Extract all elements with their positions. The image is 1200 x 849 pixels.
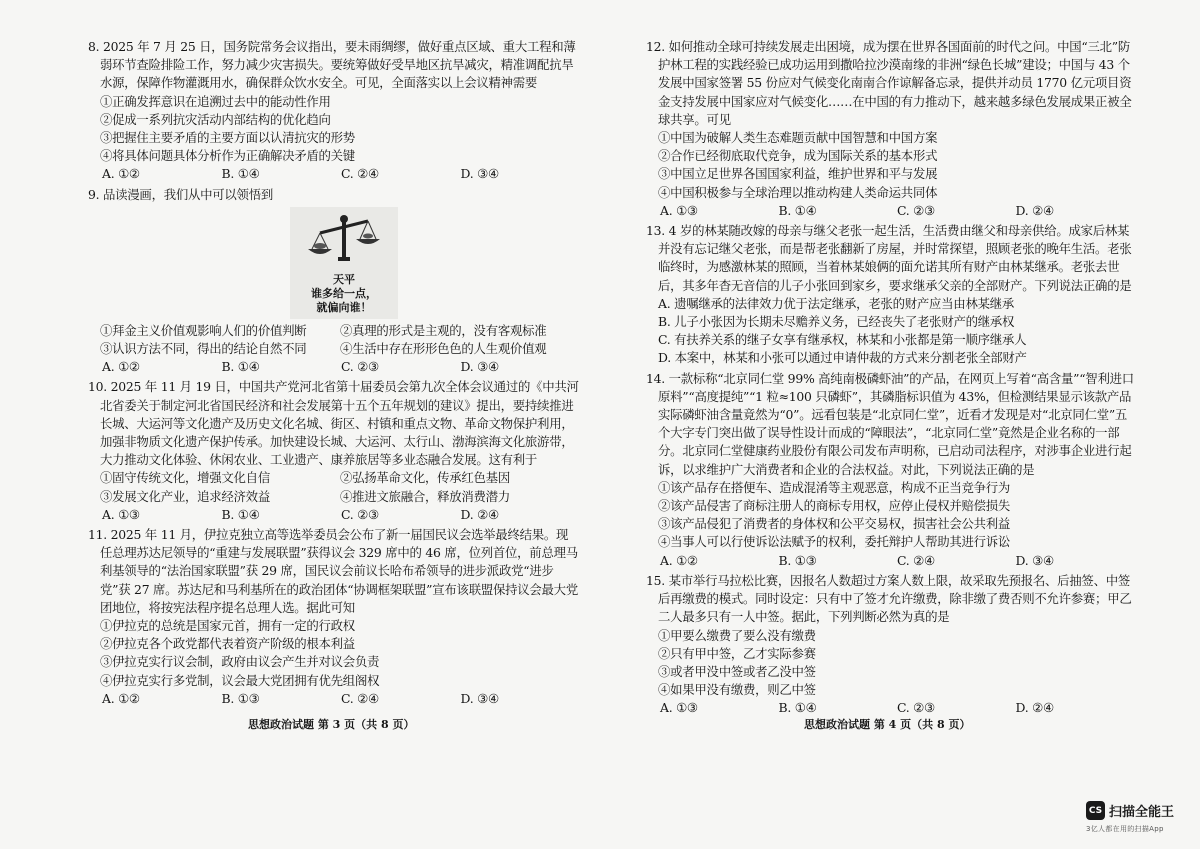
question-11 [88,526,580,708]
question-10-option-1: ①固守传统文化，增强文化自信 [100,470,270,486]
question-9-option-3: ③认识方法不同，得出的结论自然不同 [100,341,307,357]
camscanner-logo-icon: CS [1086,801,1105,820]
question-9-choices [88,358,580,376]
right-page-footer: 思想政治试题 第 4 页（共 8 页） [804,718,971,731]
question-14-option-2: ②该产品侵害了商标注册人的商标专用权，应停止侵权并赔偿损失 [658,498,1011,514]
question-13-option-c: C. 有扶养关系的继子女享有继承权，林某和小张都是第一顺序继承人 [658,332,1027,348]
question-9-option-1: ①拜金主义价值观影响人们的价值判断 [100,322,307,338]
question-9 [88,186,580,377]
question-13-stem: 13. 4 岁的林某随改嫁的母亲与继父老张一起生活，生活费由继父和母亲供给。成家后林某并没有忘记继父老张，而是帮老张翻新了房屋，并时常探望，照顾老张的晚年生活。老张临终时，为感激林某的照顾，当着林某娘俩的面允诺其所有财产由林某继承。老张去世后，其多年杳无音信的儿子小张回到家乡，要求继承父亲的全部财产。下列说法正确的是 [646,223,1132,293]
question-12-option-3: ③中国立足世界各国国家利益，维护世界和平与发展 [658,166,938,182]
choice-c: C. ②④ [897,552,935,568]
question-8-choices [88,165,580,183]
question-9-options-row-1 [88,322,580,340]
question-10-choices [88,506,580,524]
question-15-option-3: ③或者甲没中签或者乙没中签 [658,663,816,679]
question-12-option-4: ④中国积极参与全球治理以推动构建人类命运共同体 [658,184,938,200]
balance-scale-cartoon [290,207,398,319]
choice-a: A. ①② [660,552,698,568]
question-13 [646,222,1134,368]
cartoon-caption-3: 就偏向谁！ [316,300,372,314]
question-11-option-2: ②伊拉克各个政党都代表着资产阶级的根本利益 [100,636,355,652]
question-9-option-2: ②真理的形式是主观的，没有客观标准 [340,322,547,338]
cartoon-caption-2: 谁多给一点， [311,286,377,300]
question-15 [646,572,1134,718]
question-9-options-row-2 [88,340,580,358]
question-10-option-2: ②弘扬革命文化，传承红色基因 [340,470,510,486]
choice-c: C. ②③ [897,202,935,218]
question-13-option-a: A. 遗嘱继承的法律效力优于法定继承，老张的财产应当由林某继承 [658,295,1015,311]
question-15-option-2: ②只有甲中签，乙才实际参赛 [658,645,816,661]
question-14-choices [646,552,1134,570]
question-11-choices [88,690,580,708]
scanner-watermark [1086,801,1186,834]
scanner-app-tagline: 3亿人都在用的扫描App [1086,825,1164,833]
question-14 [646,370,1134,570]
question-10 [88,378,580,524]
question-15-stem: 15. 某市举行马拉松比赛，因报名人数超过方案人数上限，故采取先预报名、后抽签、中签后再缴费的模式。同时设定：只有中了签才允许缴费，除非缴了费否则不允许参赛；甲乙二人最多只有一人中签。据此，下列判断必然为真的是 [646,572,1132,625]
question-12-option-1: ①中国为破解人类生态难题贡献中国智慧和中国方案 [658,130,938,146]
choice-a: A. ①③ [660,700,698,716]
scanner-app-name: 扫描全能王 [1109,805,1175,820]
left-page-footer: 思想政治试题 第 3 页（共 8 页） [248,718,415,731]
question-8-option-3: ③把握住主要矛盾的主要方面以认清抗灾的形势 [100,130,355,146]
choice-d: D. ③④ [460,359,499,375]
choice-d: D. ②④ [460,506,499,522]
question-13-option-b: B. 儿子小张因为长期未尽赡养义务，已经丧失了老张财产的继承权 [658,314,1015,330]
choice-d: D. ②④ [1015,700,1054,716]
choice-b: B. ①④ [221,506,260,522]
choice-d: D. ③④ [460,166,499,182]
question-8-option-2: ②促成一系列抗灾活动内部结构的优化趋向 [100,111,331,127]
question-8-option-1: ①正确发挥意识在追溯过去中的能动性作用 [100,93,331,109]
question-14-option-1: ①该产品存在搭便车、造成混淆等主观恶意，构成不正当竞争行为 [658,479,1011,495]
question-9-stem: 9. 品读漫画，我们从中可以领悟到 [88,186,273,202]
choice-a: A. ①③ [102,506,140,522]
question-10-options-row-1 [88,469,580,487]
choice-b: B. ①④ [221,166,260,182]
question-10-option-4: ④推进文旅融合，释放消费潜力 [340,488,510,504]
choice-b: B. ①④ [221,359,260,375]
choice-c: C. ②③ [897,700,935,716]
question-14-stem: 14. 一款标称“北京同仁堂 99% 高纯南极磷虾油”的产品，在网页上写着“高含量”“智利进口原料”“高度提纯”“1 粒≈100 只磷虾”，其磷脂标识值为 43%，但检测结果显示该款产品实际磷虾油含量竟然为“0”。远看包装是“北京同仁堂”，近看才发现是对“北京同仁堂”五个大字专门突出做了误导性设计而成的“障眼法”，“北京同仁堂”竟然是企业名称的一部分。北京同仁堂健康药业股份有限公司发布声明称，已启动司法程序，对涉事企业进行起诉，以求维护广大消费者和企业的合法权益。对此，下列说法正确的是 [646,370,1134,477]
choice-d: D. ③④ [1015,552,1054,568]
question-8-option-4: ④将具体问题具体分析作为正确解决矛盾的关键 [100,148,355,164]
right-page [646,38,1134,720]
choice-c: C. ②③ [341,506,379,522]
choice-a: A. ①② [102,690,140,706]
question-11-option-4: ④伊拉克实行多党制，议会最大党团拥有优先组阁权 [100,672,380,688]
choice-c: C. ②④ [341,690,379,706]
question-15-option-1: ①甲要么缴费了要么没有缴费 [658,627,816,643]
cartoon-caption-1: 天平 [333,272,355,286]
choice-b: B. ①④ [778,700,817,716]
question-8-stem: 8. 2025 年 7 月 25 日，国务院常务会议指出，要未雨绸缪，做好重点区域、重大工程和薄弱环节查险排险工作，努力减少灾害损失。要统筹做好受旱地区抗旱减灾，精准调配抗旱水源，保障作物灌溉用水，确保群众饮水安全。可见，全面落实以上会议精神需要 [88,39,576,91]
question-12-choices [646,202,1134,220]
question-10-options-row-2 [88,488,580,506]
question-12-stem: 12. 如何推动全球可持续发展走出困境，成为摆在世界各国面前的时代之问。中国“三北”防护林工程的实践经验已成功运用到撒哈拉沙漠南缘的非洲“绿色长城”建设；中国与 43 个发展中国家签署 55 份应对气候变化南南合作谅解备忘录，提供并动员 1770 亿元项目资金支持发展中国家应对气候变化……在中国的有力推动下，越来越多绿色发展成果正被全球共享。可见 [646,39,1132,127]
choice-a: A. ①② [102,359,140,375]
choice-d: D. ②④ [1015,202,1054,218]
choice-a: A. ①② [102,166,140,182]
choice-b: B. ①③ [221,690,260,706]
question-12-option-2: ②合作已经彻底取代竞争，成为国际关系的基本形式 [658,148,938,164]
question-11-option-1: ①伊拉克的总统是国家元首，拥有一定的行政权 [100,618,355,634]
choice-c: C. ②③ [341,359,379,375]
question-14-option-3: ③该产品侵犯了消费者的身体权和公平交易权，损害社会公共利益 [658,516,1011,532]
question-11-option-3: ③伊拉克实行议会制，政府由议会产生并对议会负责 [100,654,380,670]
question-11-stem: 11. 2025 年 11 月，伊拉克独立高等选举委员会公布了新一届国民议会选举最终结果。现任总理苏达尼领导的“重建与发展联盟”获得议会 329 席中的 46 席，位列首位，前总理马利基领导的“法治国家联盟”获 29 席，国民议会前议长哈布希领导的进步派政党“进步党”获 27 席。苏达尼和马利基所在的政治团体“协调框架联盟”宣布该联盟保持议会最大党团地位，将按宪法程序提名总理人选。据此可知 [88,527,578,615]
question-15-option-4: ④如果甲没有缴费，则乙中签 [658,682,816,698]
choice-a: A. ①③ [660,202,698,218]
question-14-option-4: ④当事人可以行使诉讼法赋予的权利，委托辩护人帮助其进行诉讼 [658,534,1011,550]
question-8 [88,38,580,184]
choice-b: B. ①③ [778,552,817,568]
left-page [88,38,580,710]
question-12 [646,38,1134,220]
choice-c: C. ②④ [341,166,379,182]
question-9-option-4: ④生活中存在形形色色的人生观价值观 [340,341,547,357]
question-15-choices [646,699,1134,717]
question-10-stem: 10. 2025 年 11 月 19 日，中国共产党河北省第十届委员会第九次全体会议通过的《中共河北省委关于制定河北省国民经济和社会发展第十五个五年规划的建议》提出，要持续推进长城、大运河等文化遗产及历史文化名城、街区、村镇和重点文物、革命文物保护利用，加强非物质文化遗产保护传承。加快建设长城、大运河、太行山、渤海滨海文化旅游带，大力推动文化体验、休闲农业、工业遗产、康养旅居等多业态融合发展。这有利于 [88,379,579,468]
question-10-option-3: ③发展文化产业，追求经济效益 [100,488,270,504]
question-13-option-d: D. 本案中，林某和小张可以通过申请仲裁的方式来分割老张全部财产 [658,350,1027,366]
choice-d: D. ③④ [460,690,499,706]
choice-b: B. ①④ [778,202,817,218]
